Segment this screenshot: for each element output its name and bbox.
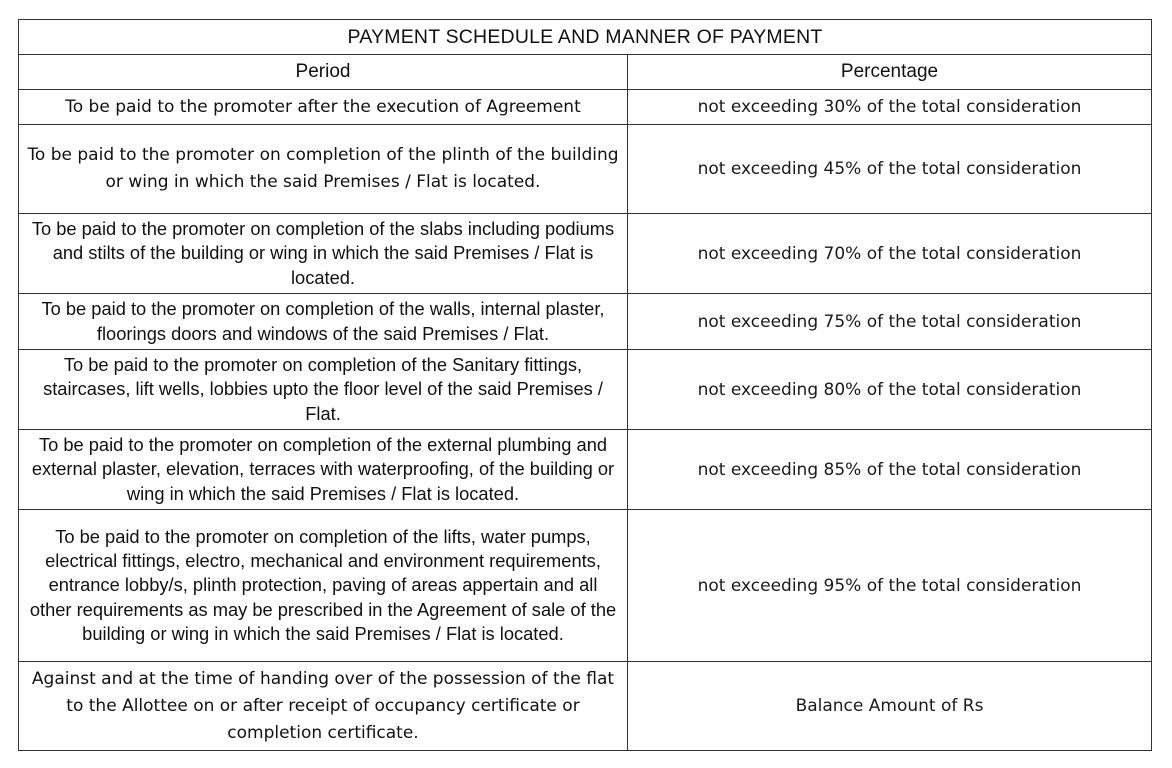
table-row bbox=[19, 294, 1152, 350]
table-row bbox=[19, 430, 1152, 510]
period-cell: To be paid to the promoter on completion of the Sanitary fittings, staircases, lift wells, lobbies upto the floor level of the said Premises / Flat. bbox=[19, 350, 628, 430]
table-row bbox=[19, 510, 1152, 662]
percentage-cell: not exceeding 85% of the total consideration bbox=[628, 430, 1152, 510]
percentage-cell: not exceeding 45% of the total consideration bbox=[628, 125, 1152, 214]
percentage-cell: not exceeding 80% of the total consideration bbox=[628, 350, 1152, 430]
table-row bbox=[19, 125, 1152, 214]
table-row bbox=[19, 662, 1152, 751]
period-cell: To be paid to the promoter on completion of the slabs including podiums and stilts of the building or wing in which the said Premises / Flat is located. bbox=[19, 214, 628, 294]
percentage-cell: not exceeding 70% of the total consideration bbox=[628, 214, 1152, 294]
table-title: PAYMENT SCHEDULE AND MANNER OF PAYMENT bbox=[19, 20, 1152, 55]
period-cell: To be paid to the promoter on completion of the walls, internal plaster, floorings doors and windows of the said Premises / Flat. bbox=[19, 294, 628, 350]
table-row bbox=[19, 214, 1152, 294]
table-row bbox=[19, 90, 1152, 125]
percentage-cell: not exceeding 75% of the total consideration bbox=[628, 294, 1152, 350]
percentage-cell: not exceeding 95% of the total consideration bbox=[628, 510, 1152, 662]
percentage-cell: Balance Amount of Rs bbox=[628, 662, 1152, 751]
period-cell: To be paid to the promoter on completion of the lifts, water pumps, electrical fittings, electro, mechanical and environment requirements, entrance lobby/s, plinth protection, paving of areas appertain and all other requirements as may be prescribed in the Agreement of sale of the building or wing in which the said Premises / Flat is located. bbox=[19, 510, 628, 662]
table-row bbox=[19, 350, 1152, 430]
period-cell: To be paid to the promoter after the execution of Agreement bbox=[19, 90, 628, 125]
period-cell: Against and at the time of handing over of the possession of the flat to the Allottee on or after receipt of occupancy certificate or completion certificate. bbox=[19, 662, 628, 751]
payment-schedule-table bbox=[18, 19, 1152, 751]
period-cell: To be paid to the promoter on completion of the plinth of the building or wing in which the said Premises / Flat is located. bbox=[19, 125, 628, 214]
period-column-header: Period bbox=[19, 55, 628, 90]
period-cell: To be paid to the promoter on completion of the external plumbing and external plaster, elevation, terraces with waterproofing, of the building or wing in which the said Premises / Flat is located. bbox=[19, 430, 628, 510]
percentage-column-header: Percentage bbox=[628, 55, 1152, 90]
percentage-cell: not exceeding 30% of the total consideration bbox=[628, 90, 1152, 125]
